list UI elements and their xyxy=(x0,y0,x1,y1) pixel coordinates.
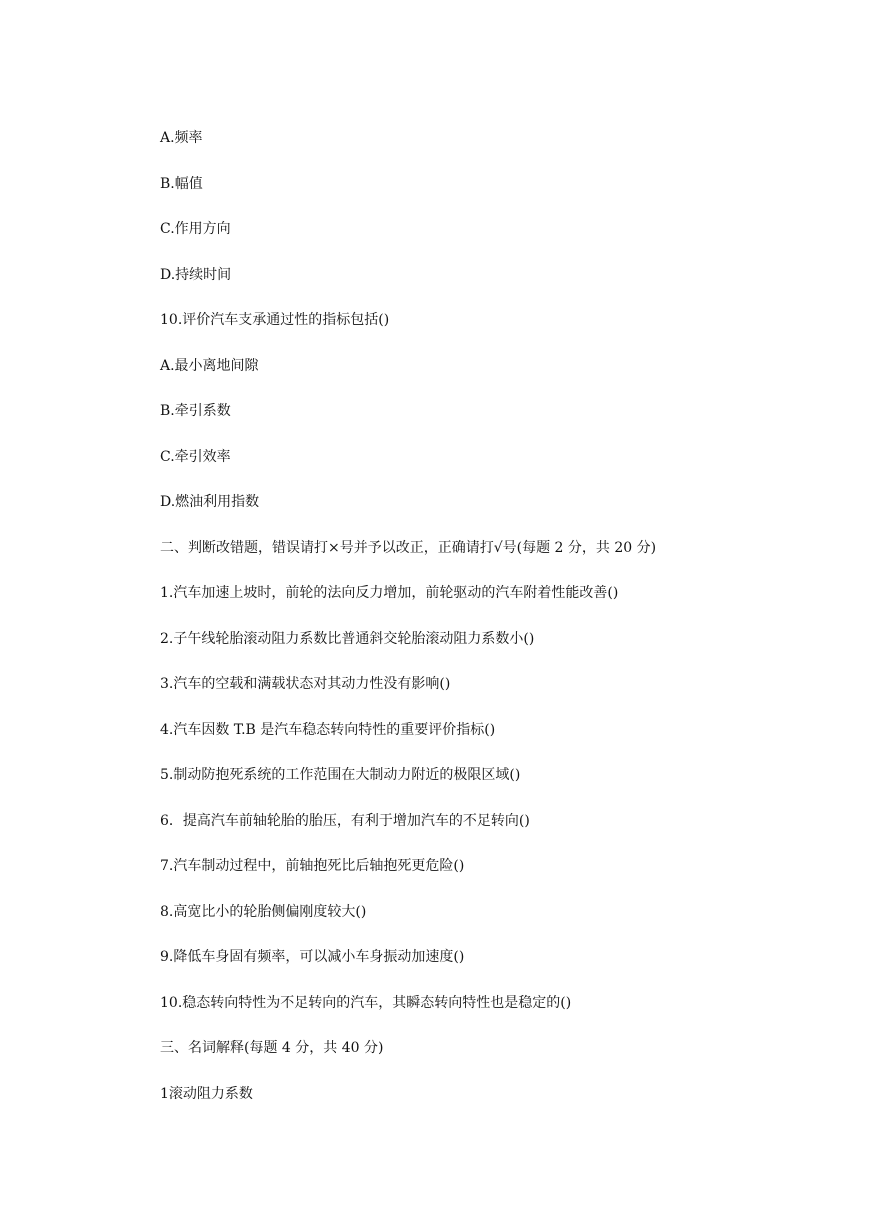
question-10-passability: 10.评价汽车支承通过性的指标包括() xyxy=(160,312,390,328)
tf-question-6: 6．提高汽车前轴轮胎的胎压，有利于增加汽车的不足转向() xyxy=(160,813,530,829)
option-a-frequency: A.频率 xyxy=(160,130,203,146)
section-3-heading: 三、名词解释(每题 4 分，共 40 分) xyxy=(160,1040,384,1056)
option-c-traction-efficiency: C.牵引效率 xyxy=(160,449,231,465)
option-b-traction-coefficient: B.牵引系数 xyxy=(160,403,231,419)
option-c-direction: C.作用方向 xyxy=(160,221,231,237)
section-2-heading: 二、判断改错题，错误请打×号并予以改正，正确请打√号(每题 2 分，共 20 分) xyxy=(160,540,657,556)
tf-question-3: 3.汽车的空载和满载状态对其动力性没有影响() xyxy=(160,676,451,692)
tf-question-7: 7.汽车制动过程中，前轴抱死比后轴抱死更危险() xyxy=(160,858,465,874)
term-1-rolling-resistance: 1滚动阻力系数 xyxy=(160,1086,253,1102)
tf-question-4: 4.汽车因数 T.B 是汽车稳态转向特性的重要评价指标() xyxy=(160,722,496,738)
tf-question-2: 2.子午线轮胎滚动阻力系数比普通斜交轮胎滚动阻力系数小() xyxy=(160,631,535,647)
tf-question-5: 5.制动防抱死系统的工作范围在大制动力附近的极限区域() xyxy=(160,767,521,783)
option-b-amplitude: B.幅值 xyxy=(160,176,203,192)
option-a-ground-clearance: A.最小离地间隙 xyxy=(160,358,259,374)
tf-question-8: 8.高宽比小的轮胎侧偏刚度较大() xyxy=(160,904,367,920)
tf-question-1: 1.汽车加速上坡时，前轮的法向反力增加，前轮驱动的汽车附着性能改善() xyxy=(160,585,619,601)
tf-question-10: 10.稳态转向特性为不足转向的汽车，其瞬态转向特性也是稳定的() xyxy=(160,995,572,1011)
tf-question-9: 9.降低车身固有频率，可以减小车身振动加速度() xyxy=(160,949,465,965)
option-d-duration: D.持续时间 xyxy=(160,267,232,283)
option-d-fuel-index: D.燃油利用指数 xyxy=(160,494,260,510)
